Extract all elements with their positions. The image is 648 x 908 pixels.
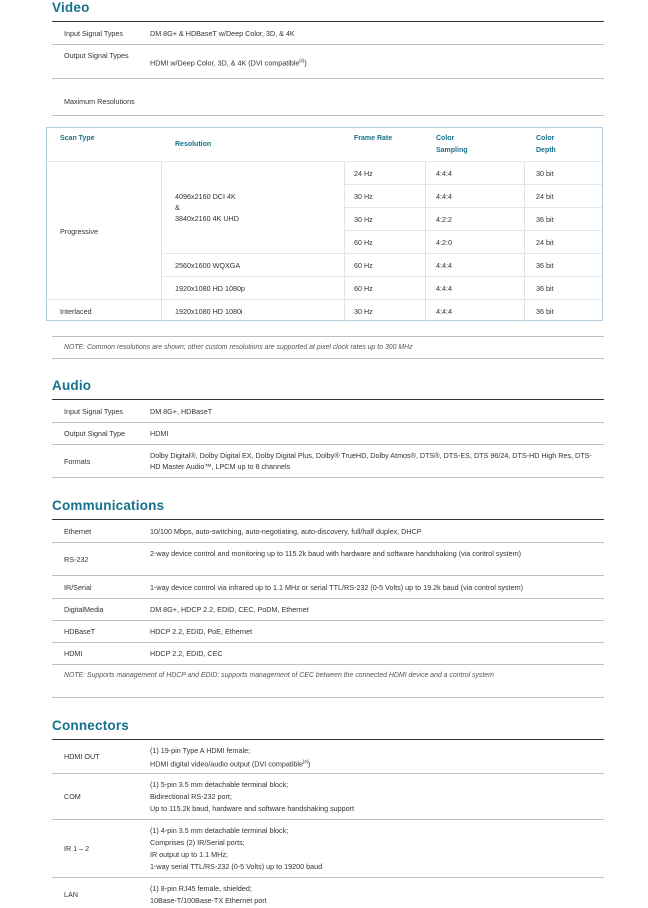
color-depth: 36 bit <box>536 307 554 316</box>
color-sampling: 4:4:4 <box>436 169 452 178</box>
col-divider <box>344 161 345 321</box>
video-output-value: HDMI w/Deep Color, 3D, & 4K (DVI compatible[2]) <box>150 58 307 68</box>
color-depth: 36 bit <box>536 284 554 293</box>
color-sampling: 4:2:0 <box>436 238 452 247</box>
row-divider <box>52 819 604 820</box>
hdmi-out-line: HDMI digital video/audio output (DVI compatible[2]) <box>150 759 311 769</box>
frame-rate: 60 Hz <box>354 284 373 293</box>
video-input-label: Input Signal Types <box>64 29 124 38</box>
row-divider <box>52 598 604 599</box>
com-line: (1) 5-pin 3.5 mm detachable terminal block; <box>150 780 289 789</box>
row-divider <box>52 44 604 45</box>
audio-formats-value: Dolby Digital®, Dolby Digital EX, Dolby Digital Plus, Dolby® TrueHD, Dolby Atmos®, DTS®, DTS-ES, DTS 96/24, DTS-HD High Res, DTS-HD Master Audio™, LPCM up to 8 channels <box>150 451 592 472</box>
col-divider <box>161 161 162 321</box>
ethernet-value: 10/100 Mbps, auto-switching, auto-negotiating, auto-discovery, full/half duplex, DHCP <box>150 527 422 536</box>
video-max-res-label: Maximum Resolutions <box>64 97 135 106</box>
row-divider <box>52 115 604 116</box>
scan-progressive: Progressive <box>60 227 98 236</box>
audio-output-label: Output Signal Type <box>64 429 126 438</box>
communications-heading-rule <box>52 519 604 520</box>
color-sampling: 4:2:2 <box>436 215 452 224</box>
communications-heading: Communications <box>52 498 165 513</box>
com-label: COM <box>64 792 81 801</box>
hdbaset-value: HDCP 2.2, EDID, PoE, Ethernet <box>150 627 253 636</box>
hdmi-label: HDMI <box>64 649 83 658</box>
audio-heading: Audio <box>52 378 92 393</box>
resolution-table <box>46 127 603 321</box>
video-heading: Video <box>52 0 90 15</box>
ir-serial-value: 1-way device control via infrared up to 1.1 MHz or serial TTL/RS-232 (0-5 Volts) up to 19.2k baud (via control system) <box>150 583 523 592</box>
video-output-label: Output Signal Types <box>64 51 129 60</box>
frame-rate: 24 Hz <box>354 169 373 178</box>
row-divider <box>52 444 604 445</box>
color-depth: 30 bit <box>536 169 554 178</box>
res-4k-dci: 4096x2160 DCI 4K <box>175 192 236 201</box>
ir-line: (1) 4-pin 3.5 mm detachable terminal block; <box>150 826 289 835</box>
col-divider <box>425 161 426 321</box>
ir-line: IR output up to 1.1 MHz; <box>150 850 228 859</box>
row-divider <box>47 299 602 300</box>
connectors-heading: Connectors <box>52 718 130 733</box>
digitalmedia-label: DigitalMedia <box>64 605 104 614</box>
hdmi-out-label: HDMI OUT <box>64 752 100 761</box>
lan-label: LAN <box>64 890 78 899</box>
color-depth: 24 bit <box>536 192 554 201</box>
row-divider <box>52 620 604 621</box>
color-depth: 36 bit <box>536 261 554 270</box>
row-divider <box>52 358 604 359</box>
color-depth: 24 bit <box>536 238 554 247</box>
ethernet-label: Ethernet <box>64 527 92 536</box>
row-divider <box>52 575 604 576</box>
row-divider <box>52 664 604 665</box>
hdmi-value: HDCP 2.2, EDID, CEC <box>150 649 223 658</box>
header-scan-type: Scan Type <box>60 135 95 142</box>
hdmi-out-line: (1) 19-pin Type A HDMI female; <box>150 746 251 755</box>
ir-line: 1-way serial TTL/RS-232 (0-5 Volts) up to 19200 baud <box>150 862 323 871</box>
color-depth: 36 bit <box>536 215 554 224</box>
ir-line: Comprises (2) IR/Serial ports; <box>150 838 245 847</box>
row-divider <box>52 877 604 878</box>
rs232-value: 2-way device control and monitoring up to 115.2k baud with hardware and software handshaking (via control system) <box>150 549 522 558</box>
scan-interlaced: Interlaced <box>60 307 92 316</box>
row-divider <box>52 422 604 423</box>
header-resolution: Resolution <box>175 141 212 148</box>
res-1080p: 1920x1080 HD 1080p <box>175 284 245 293</box>
audio-output-value: HDMI <box>150 429 169 438</box>
com-line: Bidirectional RS-232 port; <box>150 792 232 801</box>
com-line: Up to 115.2k baud, hardware and software handshaking support <box>150 804 355 813</box>
connectors-heading-rule <box>52 739 604 740</box>
res-1080i: 1920x1080 HD 1080i <box>175 307 243 316</box>
lan-line: (1) 8-pin RJ45 female, shielded; <box>150 884 252 893</box>
row-divider <box>52 477 604 478</box>
row-divider <box>344 207 602 208</box>
communications-note: NOTE: Supports management of HDCP and EDID; supports management of CEC between the connected HDMI device and a control system <box>64 672 494 679</box>
res-wqxga: 2560x1600 WQXGA <box>175 261 241 270</box>
frame-rate: 30 Hz <box>354 192 373 201</box>
row-divider <box>52 697 604 698</box>
frame-rate: 60 Hz <box>354 261 373 270</box>
res-ampersand: & <box>175 203 180 212</box>
row-divider <box>161 253 602 254</box>
audio-formats-label: Formats <box>64 457 91 466</box>
ir-label: IR 1 – 2 <box>64 844 90 853</box>
color-sampling: 4:4:4 <box>436 307 452 316</box>
digitalmedia-value: DM 8G+, HDCP 2.2, EDID, CEC, PoDM, Ethernet <box>150 605 309 614</box>
hdbaset-label: HDBaseT <box>64 627 96 636</box>
col-divider <box>524 161 525 321</box>
color-sampling: 4:4:4 <box>436 261 452 270</box>
header-color-sampling: Color Sampling <box>436 135 468 154</box>
audio-heading-rule <box>52 399 604 400</box>
header-color-depth: Color Depth <box>536 135 556 154</box>
row-divider <box>47 161 602 162</box>
row-divider <box>52 642 604 643</box>
row-divider <box>344 184 602 185</box>
video-input-value: DM 8G+ & HDBaseT w/Deep Color, 3D, & 4K <box>150 29 295 38</box>
res-4k-uhd: 3840x2160 4K UHD <box>175 214 239 223</box>
row-divider <box>52 773 604 774</box>
lan-line: 10Base-T/100Base-TX Ethernet port <box>150 896 267 905</box>
frame-rate: 30 Hz <box>354 215 373 224</box>
video-heading-rule <box>52 21 604 22</box>
row-divider <box>344 230 602 231</box>
audio-input-label: Input Signal Types <box>64 407 124 416</box>
frame-rate: 60 Hz <box>354 238 373 247</box>
row-divider <box>161 276 602 277</box>
color-sampling: 4:4:4 <box>436 284 452 293</box>
audio-input-value: DM 8G+, HDBaseT <box>150 407 213 416</box>
video-note: NOTE: Common resolutions are shown; other custom resolutions are supported at pixel clock rates up to 300 MHz <box>64 344 413 351</box>
header-frame-rate: Frame Rate <box>354 135 393 142</box>
frame-rate: 30 Hz <box>354 307 373 316</box>
rs232-label: RS-232 <box>64 555 89 564</box>
color-sampling: 4:4:4 <box>436 192 452 201</box>
row-divider <box>52 542 604 543</box>
row-divider <box>52 78 604 79</box>
ir-serial-label: IR/Serial <box>64 583 92 592</box>
row-divider <box>52 336 604 337</box>
